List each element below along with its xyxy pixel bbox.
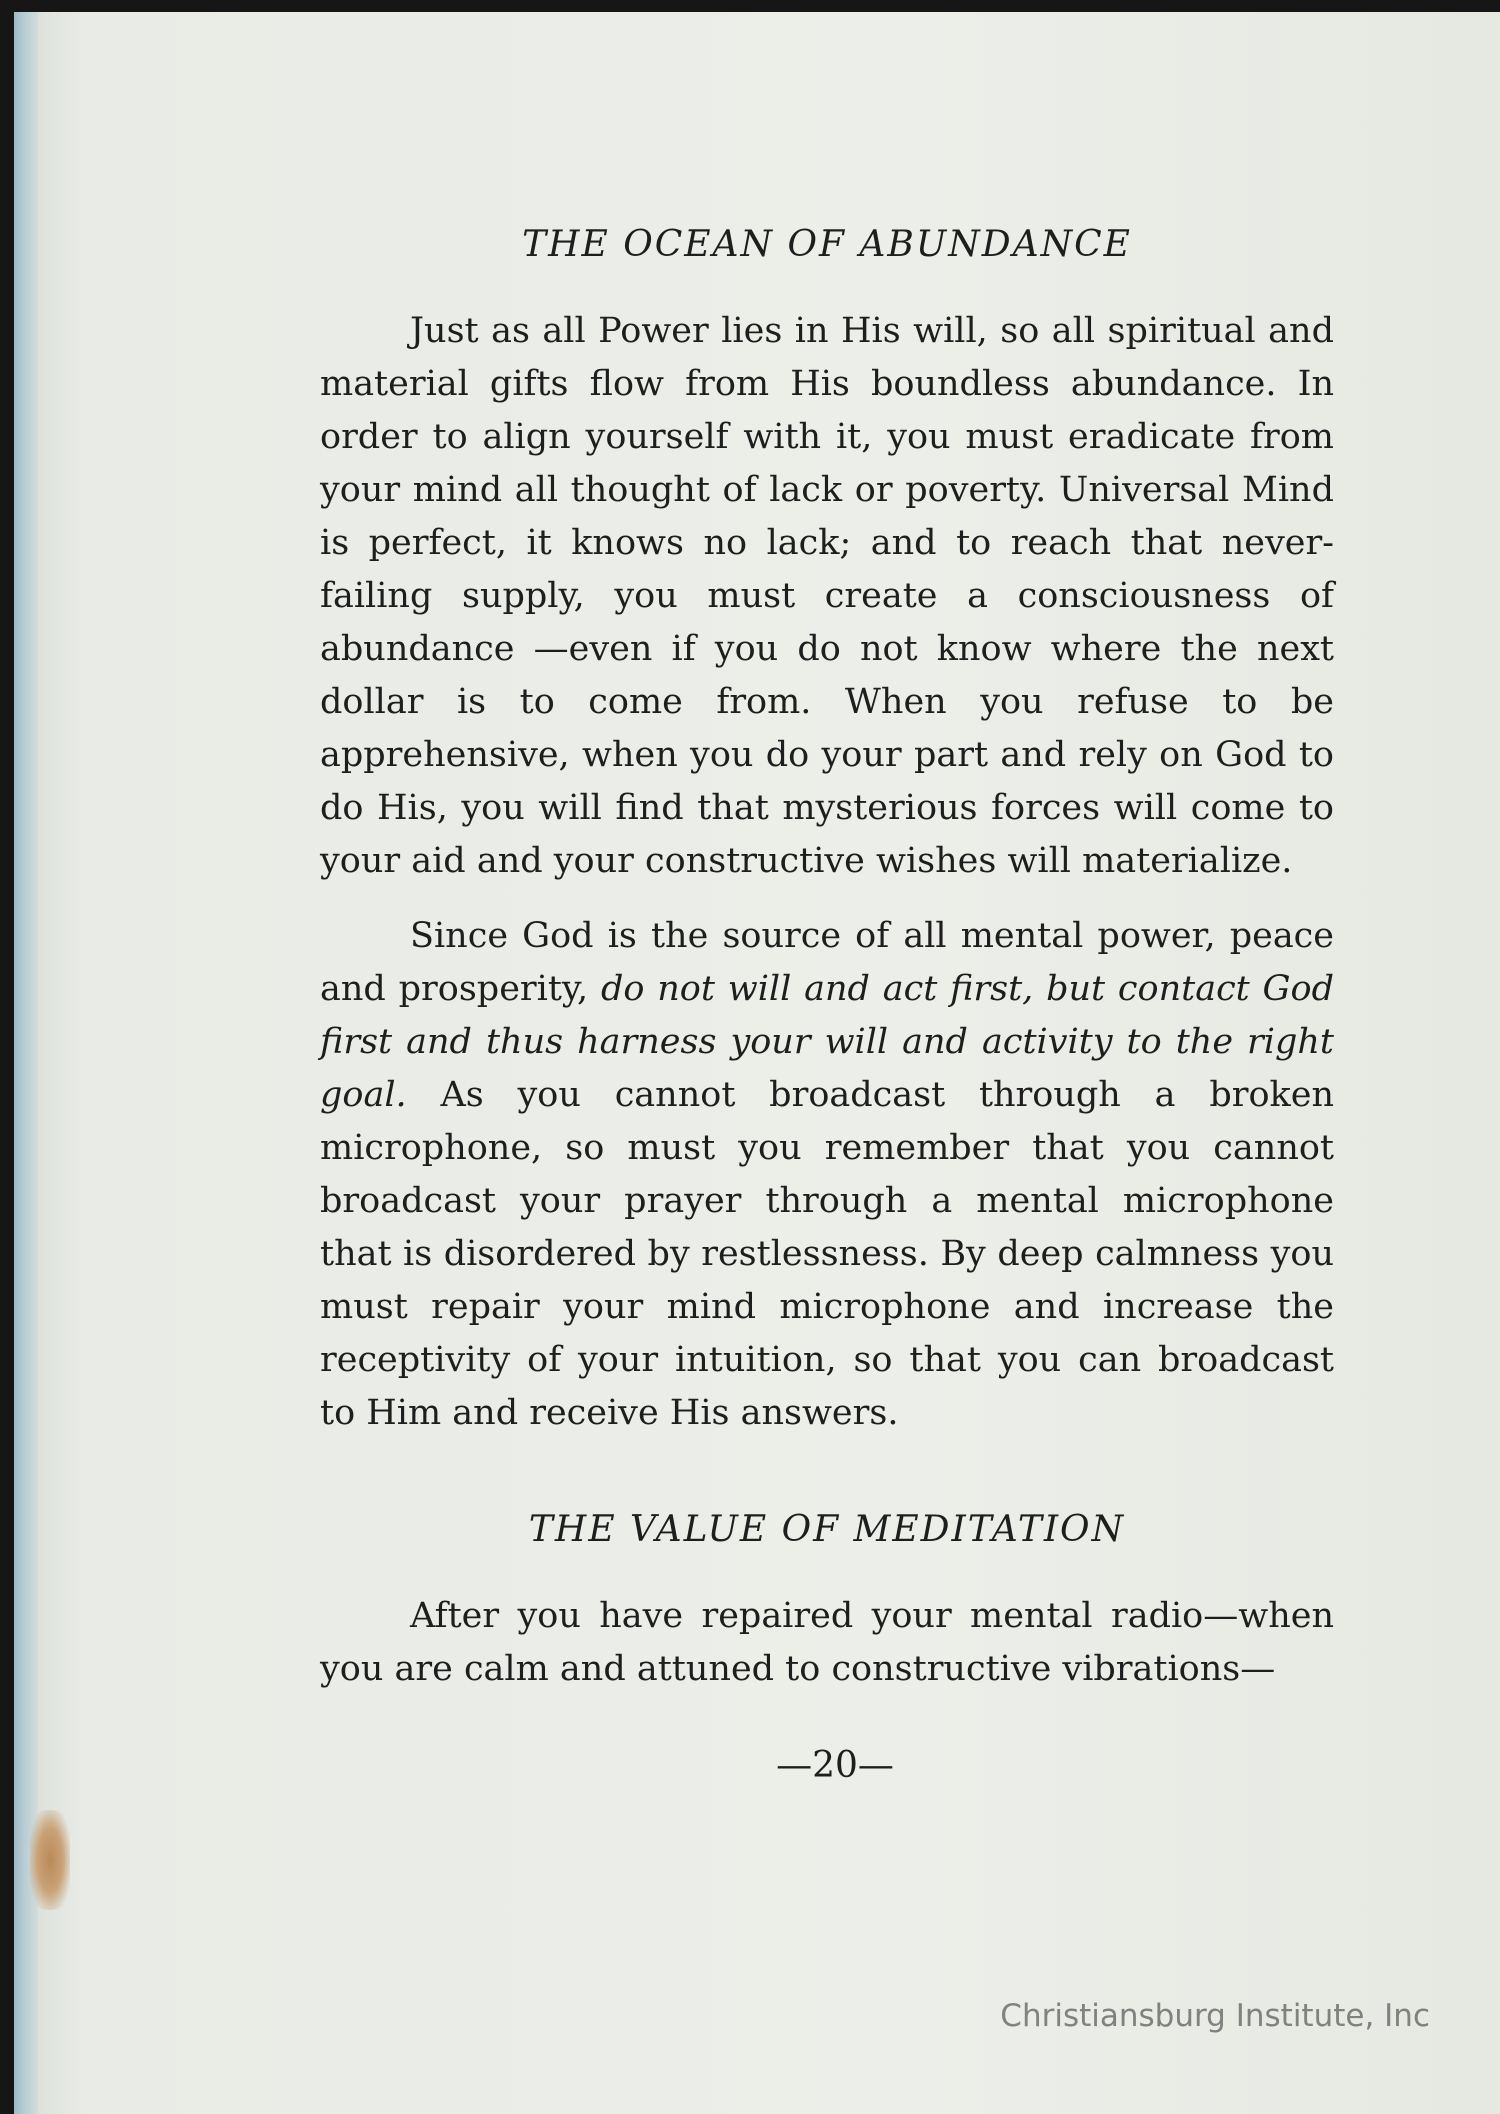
book-spine-edge bbox=[14, 12, 38, 2114]
paragraph-contact-god bbox=[320, 910, 1334, 1440]
paragraph-contact-god-end: As you cannot broadcast through a broken microphone, so must you remember that you cannot broadcast your prayer through a mental microphone that is disordered by restlessness. By deep calmness you must repair your mind microphone and increase the receptivity of your intuition, so that you can broadcast to Him and receive His answers. bbox=[320, 1075, 1334, 1433]
paragraph-contact-god-italic: do not will and act first, but contact God first and thus harness your will and activity to the right goal. bbox=[320, 969, 1334, 1115]
watermark: Christiansburg Institute, Inc bbox=[1000, 1998, 1430, 2034]
paragraph-contact-god-start: Since God is the source of all mental power, peace and prosperity, bbox=[320, 916, 1334, 1009]
page-number: —20— bbox=[776, 1745, 894, 1786]
paragraph-abundance: Just as all Power lies in His will, so all spiritual and material gifts flow from His boundless abundance. In order to align yourself with it, you must eradicate from your mind all thought of lack or poverty. Universal Mind is perfect, it knows no lack; and to reach that never-failing supply, you must create a consciousness of abundance —even if you do not know where the next dollar is to come from. When you refuse to be apprehensive, when you do your part and rely on God to do His, you will find that mysterious forces will come to your aid and your constructive wishes will materialize. bbox=[320, 311, 1334, 881]
paragraph-mental-radio: After you have repaired your mental radio—when you are calm and attuned to constructive vibrations— bbox=[320, 1596, 1334, 1689]
page-text bbox=[320, 215, 1334, 1718]
page-stain bbox=[30, 1810, 70, 1910]
section-heading-meditation: THE VALUE OF MEDITATION bbox=[528, 1509, 1126, 1550]
section-heading-ocean: THE OCEAN OF ABUNDANCE bbox=[522, 224, 1132, 265]
